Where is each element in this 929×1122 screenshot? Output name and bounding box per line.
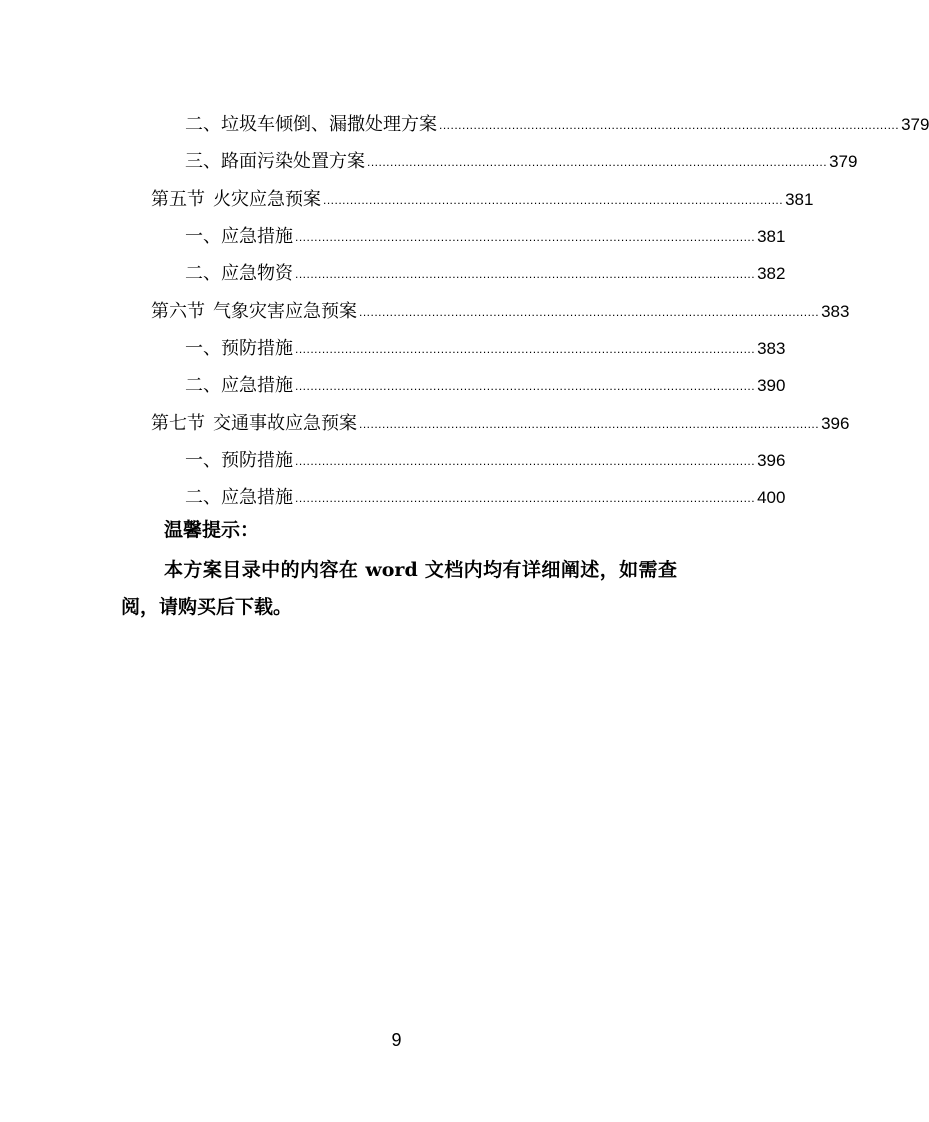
toc-entry-page: 396	[821, 414, 850, 433]
toc-entry[interactable]	[185, 475, 786, 509]
toc-section-title: 气象灾害应急预案	[213, 301, 357, 322]
toc-entry-page: 400	[757, 488, 786, 507]
toc-section-number: 第六节	[151, 301, 205, 322]
toc-leader: ........................................................................................................................	[359, 305, 820, 319]
toc-entry-page: 379	[901, 115, 929, 134]
toc-entry-title: 二、应急措施	[185, 487, 293, 508]
toc-entry[interactable]	[185, 438, 786, 472]
toc-entry-title: 一、应急措施	[185, 226, 293, 247]
toc-leader: ........................................................................................................................	[359, 417, 820, 431]
toc-section-number: 第七节	[151, 413, 205, 434]
tip-body: 本方案目录中的内容在 word 文档内均有详细阐述，如需查阅，请购买后下载。	[121, 559, 677, 618]
toc-entry-title: 二、应急物资	[185, 263, 293, 284]
toc-entry[interactable]	[185, 326, 786, 360]
toc-entry[interactable]	[185, 363, 786, 397]
toc-entry-title: 一、预防措施	[185, 338, 293, 359]
tip-title: 温馨提示：	[164, 519, 260, 541]
toc-section-title: 火灾应急预案	[213, 189, 321, 210]
toc-leader: ........................................................................................................................	[295, 454, 756, 468]
toc-leader: ........................................................................................................................	[367, 155, 828, 169]
toc-entry-title: 二、垃圾车倾倒、漏撒处理方案	[185, 114, 437, 135]
toc-entry-page: 383	[757, 339, 786, 358]
toc-entry-page: 379	[829, 152, 858, 171]
toc-entry[interactable]	[151, 401, 850, 435]
toc-entry-title	[151, 189, 321, 211]
toc-leader: ........................................................................................................................	[295, 342, 756, 356]
toc-leader: ........................................................................................................................	[323, 193, 784, 207]
toc-section-title: 交通事故应急预案	[213, 413, 357, 434]
toc-leader: ........................................................................................................................	[295, 267, 756, 281]
toc-leader: ........................................................................................................................	[439, 118, 900, 132]
toc-entry[interactable]	[185, 102, 929, 136]
toc-entry[interactable]	[151, 289, 850, 323]
toc-entry-page: 381	[757, 227, 786, 246]
toc-entry-page: 383	[821, 302, 850, 321]
toc-leader: ........................................................................................................................	[295, 230, 756, 244]
toc-entry-page: 396	[757, 451, 786, 470]
toc-entry-title	[151, 301, 357, 323]
toc-entry[interactable]	[185, 139, 858, 173]
toc-entry-page: 382	[757, 264, 786, 283]
toc-entry-title: 三、路面污染处置方案	[185, 151, 365, 172]
toc-entry-page: 381	[785, 190, 814, 209]
toc-section-number: 第五节	[151, 189, 205, 210]
toc-leader: ........................................................................................................................	[295, 379, 756, 393]
toc-entry[interactable]	[151, 177, 814, 211]
toc-leader: ........................................................................................................................	[295, 491, 756, 505]
toc-entry-title: 二、应急措施	[185, 375, 293, 396]
page-number: 9	[391, 1030, 402, 1050]
toc-entry-title	[151, 413, 357, 435]
toc-entry-title: 一、预防措施	[185, 450, 293, 471]
toc-entry-page: 390	[757, 376, 786, 395]
toc-entry[interactable]	[185, 214, 786, 248]
toc-entry[interactable]	[185, 251, 786, 285]
